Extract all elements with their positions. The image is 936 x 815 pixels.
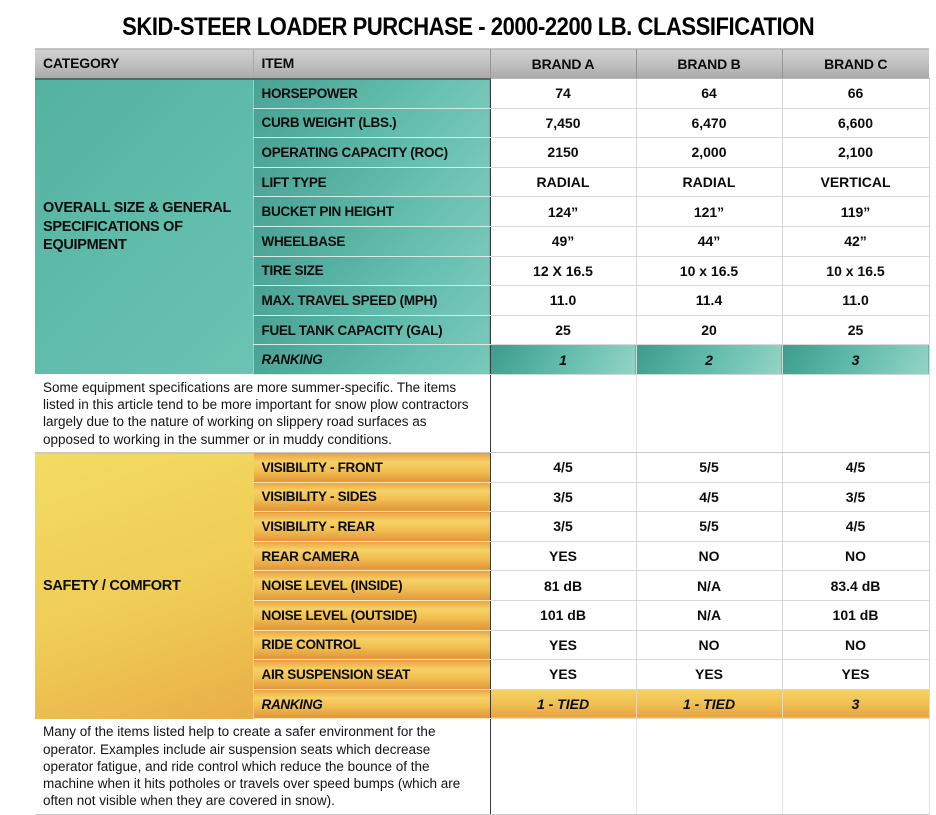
- specs-item-label: TIRE SIZE: [253, 256, 490, 286]
- safety-value-brand-b: 5/5: [636, 512, 782, 542]
- specs-value-brand-b: 121”: [636, 197, 782, 227]
- specs-value-brand-a: 11.0: [490, 286, 636, 316]
- specs-value-brand-c: VERTICAL: [782, 167, 929, 197]
- specs-value-brand-c: 3: [782, 345, 929, 375]
- specs-item-label: CURB WEIGHT (LBS.): [253, 108, 490, 138]
- note-empty-cell: [490, 374, 636, 452]
- safety-value-brand-c: 83.4 dB: [782, 571, 929, 601]
- specs-row: [35, 79, 929, 109]
- safety-item-label: RIDE CONTROL: [253, 630, 490, 660]
- specs-item-label: OPERATING CAPACITY (ROC): [253, 138, 490, 168]
- safety-value-brand-a: 3/5: [490, 512, 636, 542]
- specs-value-brand-b: 11.4: [636, 286, 782, 316]
- safety-value-brand-c: 4/5: [782, 453, 929, 483]
- safety-value-brand-a: 81 dB: [490, 571, 636, 601]
- specs-value-brand-c: 25: [782, 315, 929, 345]
- safety-note-row: [35, 719, 929, 814]
- specs-value-brand-a: 124”: [490, 197, 636, 227]
- safety-value-brand-a: 3/5: [490, 482, 636, 512]
- safety-value-brand-c: NO: [782, 541, 929, 571]
- specs-value-brand-c: 11.0: [782, 286, 929, 316]
- safety-item-label: VISIBILITY - REAR: [253, 512, 490, 542]
- specs-item-label: RANKING: [253, 345, 490, 375]
- specs-value-brand-c: 66: [782, 79, 929, 109]
- safety-value-brand-a: 4/5: [490, 453, 636, 483]
- safety-item-label: VISIBILITY - SIDES: [253, 482, 490, 512]
- safety-value-brand-c: 3: [782, 689, 929, 719]
- safety-value-brand-b: N/A: [636, 571, 782, 601]
- specs-item-label: FUEL TANK CAPACITY (GAL): [253, 315, 490, 345]
- safety-value-brand-a: YES: [490, 541, 636, 571]
- safety-value-brand-c: YES: [782, 660, 929, 690]
- comparison-table: [35, 48, 930, 815]
- safety-item-label: NOISE LEVEL (INSIDE): [253, 571, 490, 601]
- page-title: SKID-STEER LOADER PURCHASE - 2000-2200 LB. CLASSIFICATION: [121, 12, 815, 41]
- specs-value-brand-b: 44”: [636, 226, 782, 256]
- category-cell-safety: SAFETY / COMFORT: [35, 453, 253, 719]
- specs-item-label: BUCKET PIN HEIGHT: [253, 197, 490, 227]
- safety-value-brand-b: 1 - TIED: [636, 689, 782, 719]
- safety-value-brand-b: NO: [636, 630, 782, 660]
- column-header-brand-b: BRAND B: [636, 49, 782, 79]
- safety-value-brand-a: 1 - TIED: [490, 689, 636, 719]
- safety-value-brand-a: YES: [490, 630, 636, 660]
- specs-item-label: LIFT TYPE: [253, 167, 490, 197]
- specs-value-brand-b: 2,000: [636, 138, 782, 168]
- safety-item-label: REAR CAMERA: [253, 541, 490, 571]
- safety-item-label: AIR SUSPENSION SEAT: [253, 660, 490, 690]
- specs-value-brand-a: 2150: [490, 138, 636, 168]
- safety-row: [35, 453, 929, 483]
- specs-value-brand-b: 2: [636, 345, 782, 375]
- safety-value-brand-c: 4/5: [782, 512, 929, 542]
- specs-value-brand-a: 74: [490, 79, 636, 109]
- column-header-brand-a: BRAND A: [490, 49, 636, 79]
- specs-value-brand-b: 6,470: [636, 108, 782, 138]
- column-header-brand-c: BRAND C: [782, 49, 929, 79]
- note-empty-cell: [490, 719, 636, 814]
- category-cell-specs: OVERALL SIZE & GENERAL SPECIFICATIONS OF EQUIPMENT: [35, 79, 253, 375]
- specs-value-brand-a: 7,450: [490, 108, 636, 138]
- column-header-category: CATEGORY: [35, 49, 253, 79]
- specs-value-brand-b: RADIAL: [636, 167, 782, 197]
- note-empty-cell: [636, 719, 782, 814]
- safety-value-brand-b: NO: [636, 541, 782, 571]
- safety-value-brand-c: 3/5: [782, 482, 929, 512]
- specs-value-brand-b: 64: [636, 79, 782, 109]
- specs-note-row: [35, 374, 929, 452]
- specs-value-brand-b: 20: [636, 315, 782, 345]
- safety-value-brand-b: YES: [636, 660, 782, 690]
- specs-value-brand-a: 12 X 16.5: [490, 256, 636, 286]
- specs-value-brand-b: 10 x 16.5: [636, 256, 782, 286]
- safety-value-brand-a: 101 dB: [490, 600, 636, 630]
- safety-value-brand-c: 101 dB: [782, 600, 929, 630]
- safety-value-brand-b: 5/5: [636, 453, 782, 483]
- specs-value-brand-a: 1: [490, 345, 636, 375]
- specs-item-label: MAX. TRAVEL SPEED (MPH): [253, 286, 490, 316]
- safety-value-brand-b: N/A: [636, 600, 782, 630]
- specs-value-brand-a: 25: [490, 315, 636, 345]
- safety-value-brand-c: NO: [782, 630, 929, 660]
- specs-value-brand-c: 6,600: [782, 108, 929, 138]
- specs-note-text: Some equipment specifications are more summer-specific. The items listed in this article tend to be more important for snow plow contractors largely due to the nature of working on slippery road surfaces as opposed to working in the summer or in muddy conditions.: [35, 374, 490, 452]
- specs-value-brand-c: 10 x 16.5: [782, 256, 929, 286]
- safety-item-label: VISIBILITY - FRONT: [253, 453, 490, 483]
- note-empty-cell: [636, 374, 782, 452]
- safety-value-brand-a: YES: [490, 660, 636, 690]
- column-header-item: ITEM: [253, 49, 490, 79]
- page-title-row: [0, 6, 936, 48]
- specs-value-brand-c: 42”: [782, 226, 929, 256]
- note-empty-cell: [782, 374, 929, 452]
- safety-note-text: Many of the items listed help to create a safer environment for the operator. Examples include air suspension seats which decrease operator fatigue, and ride control which reduce the bounce of the machine when it hits potholes or travels over speed bumps (which are often not visible when they are covered in snow).: [35, 719, 490, 814]
- specs-value-brand-c: 119”: [782, 197, 929, 227]
- safety-value-brand-b: 4/5: [636, 482, 782, 512]
- specs-value-brand-a: RADIAL: [490, 167, 636, 197]
- specs-value-brand-a: 49”: [490, 226, 636, 256]
- specs-item-label: HORSEPOWER: [253, 79, 490, 109]
- note-empty-cell: [782, 719, 929, 814]
- safety-item-label: RANKING: [253, 689, 490, 719]
- specs-item-label: WHEELBASE: [253, 226, 490, 256]
- specs-value-brand-c: 2,100: [782, 138, 929, 168]
- safety-item-label: NOISE LEVEL (OUTSIDE): [253, 600, 490, 630]
